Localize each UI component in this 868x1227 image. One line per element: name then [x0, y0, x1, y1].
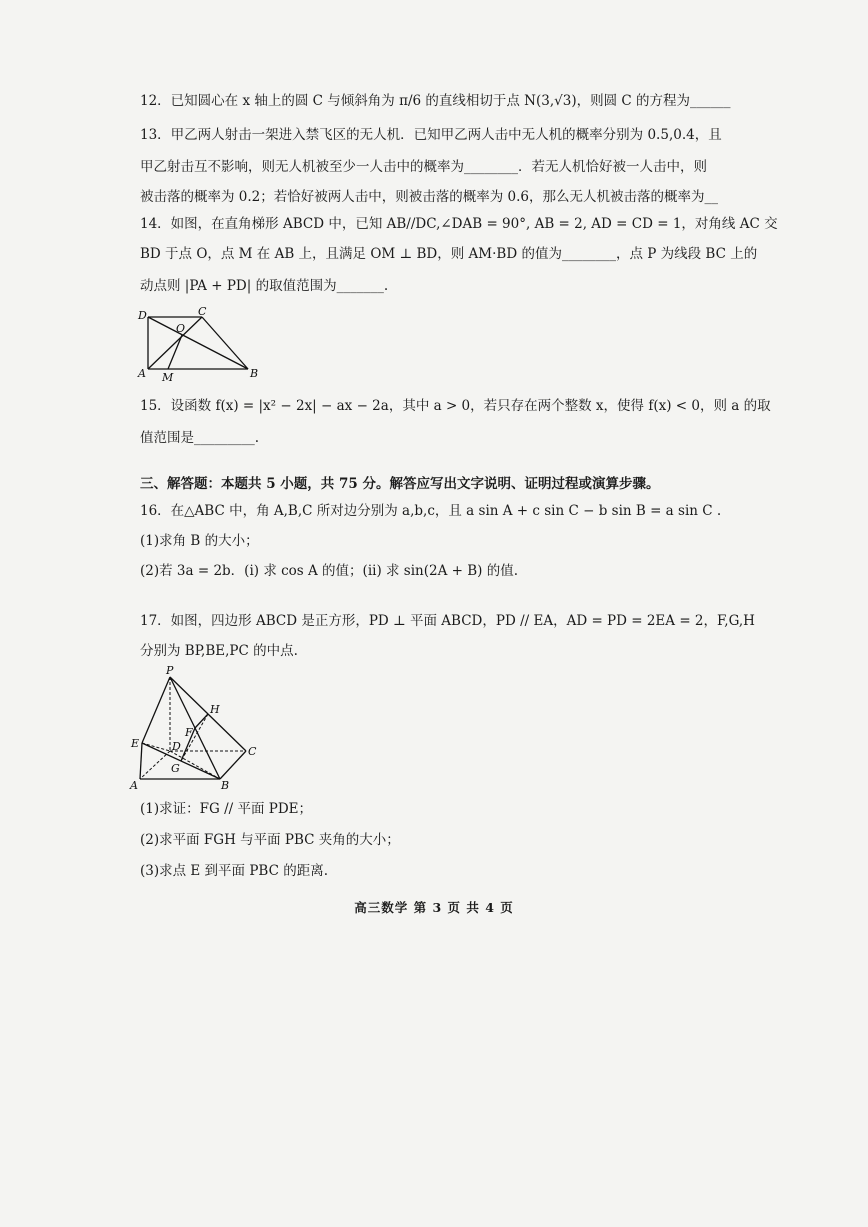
question-13-line-3: 被击落的概率为 0.2；若恰好被两人击中，则被击落的概率为 0.6，那么无人机被击落的概率为__: [140, 189, 719, 205]
question-13-line-2: 甲乙射击互不影响，则无人机被至少一人击中的概率为________．若无人机恰好被一人击中，则: [140, 159, 707, 175]
label-g: G: [171, 762, 180, 775]
question-15-line-1: 15．设函数 f(x) = |x² − 2x| − ax − 2a，其中 a > 0，若只存在两个整数 x，使得 f(x) < 0，则 a 的取: [140, 398, 771, 414]
label-o: O: [176, 322, 186, 335]
page-footer: 高三数学 第 3 页 共 4 页: [354, 900, 514, 915]
label-c: C: [248, 745, 257, 758]
question-12: 12．已知圆心在 x 轴上的圆 C 与倾斜角为 π/6 的直线相切于点 N(3,√3)，则圆 C 的方程为______: [140, 93, 731, 109]
label-e: E: [131, 737, 140, 750]
question-14-line-1: 14．如图，在直角梯形 ABCD 中，已知 AB//DC,∠DAB = 90°, AB = 2, AD = CD = 1，对角线 AC 交: [140, 216, 778, 232]
section-3-heading: 三、解答题：本题共 5 小题，共 75 分。解答应写出文字说明、证明过程或演算步骤。: [140, 476, 660, 492]
label-c: C: [198, 305, 207, 318]
question-14-line-2: BD 于点 O，点 M 在 AB 上，且满足 OM ⊥ BD，则 AM·BD 的值为________，点 P 为线段 BC 上的: [140, 246, 758, 262]
question-17-part-3: (3)求点 E 到平面 PBC 的距离.: [140, 863, 329, 879]
label-a: A: [130, 779, 138, 792]
label-d: D: [172, 740, 181, 753]
question-17-part-2: (2)求平面 FGH 与平面 PBC 夹角的大小；: [140, 832, 400, 848]
label-h: H: [210, 703, 220, 716]
question-16-line-1: 16．在△ABC 中，角 A,B,C 所对边分别为 a,b,c，且 a sin A + c sin C − b sin B = a sin C .: [140, 503, 722, 519]
label-b: B: [250, 367, 259, 380]
solid-figure: [128, 663, 268, 793]
question-14-line-3: 动点则 |PA + PD| 的取值范围为_______.: [140, 278, 389, 294]
question-16-part-1: (1)求角 B 的大小；: [140, 533, 259, 549]
trapezoid-figure: [136, 305, 266, 385]
question-15-line-2: 值范围是_________.: [140, 430, 260, 446]
question-16-part-2: (2)若 3a = 2b．(i) 求 cos A 的值；(ii) 求 sin(2A + B) 的值.: [140, 563, 519, 579]
label-d: D: [138, 309, 147, 322]
label-b: B: [221, 779, 230, 792]
label-p: P: [166, 664, 174, 677]
question-17-line-1: 17．如图，四边形 ABCD 是正方形，PD ⊥ 平面 ABCD，PD // EA，AD = PD = 2EA = 2，F,G,H: [140, 613, 755, 629]
label-f: F: [185, 726, 193, 739]
label-a: A: [138, 367, 146, 380]
question-17-line-2: 分别为 BP,BE,PC 的中点.: [140, 643, 298, 659]
label-m: M: [162, 371, 174, 384]
question-13-line-1: 13．甲乙两人射击一架进入禁飞区的无人机．已知甲乙两人击中无人机的概率分别为 0.5,0.4，且: [140, 127, 722, 143]
question-17-part-1: (1)求证：FG // 平面 PDE；: [140, 801, 313, 817]
